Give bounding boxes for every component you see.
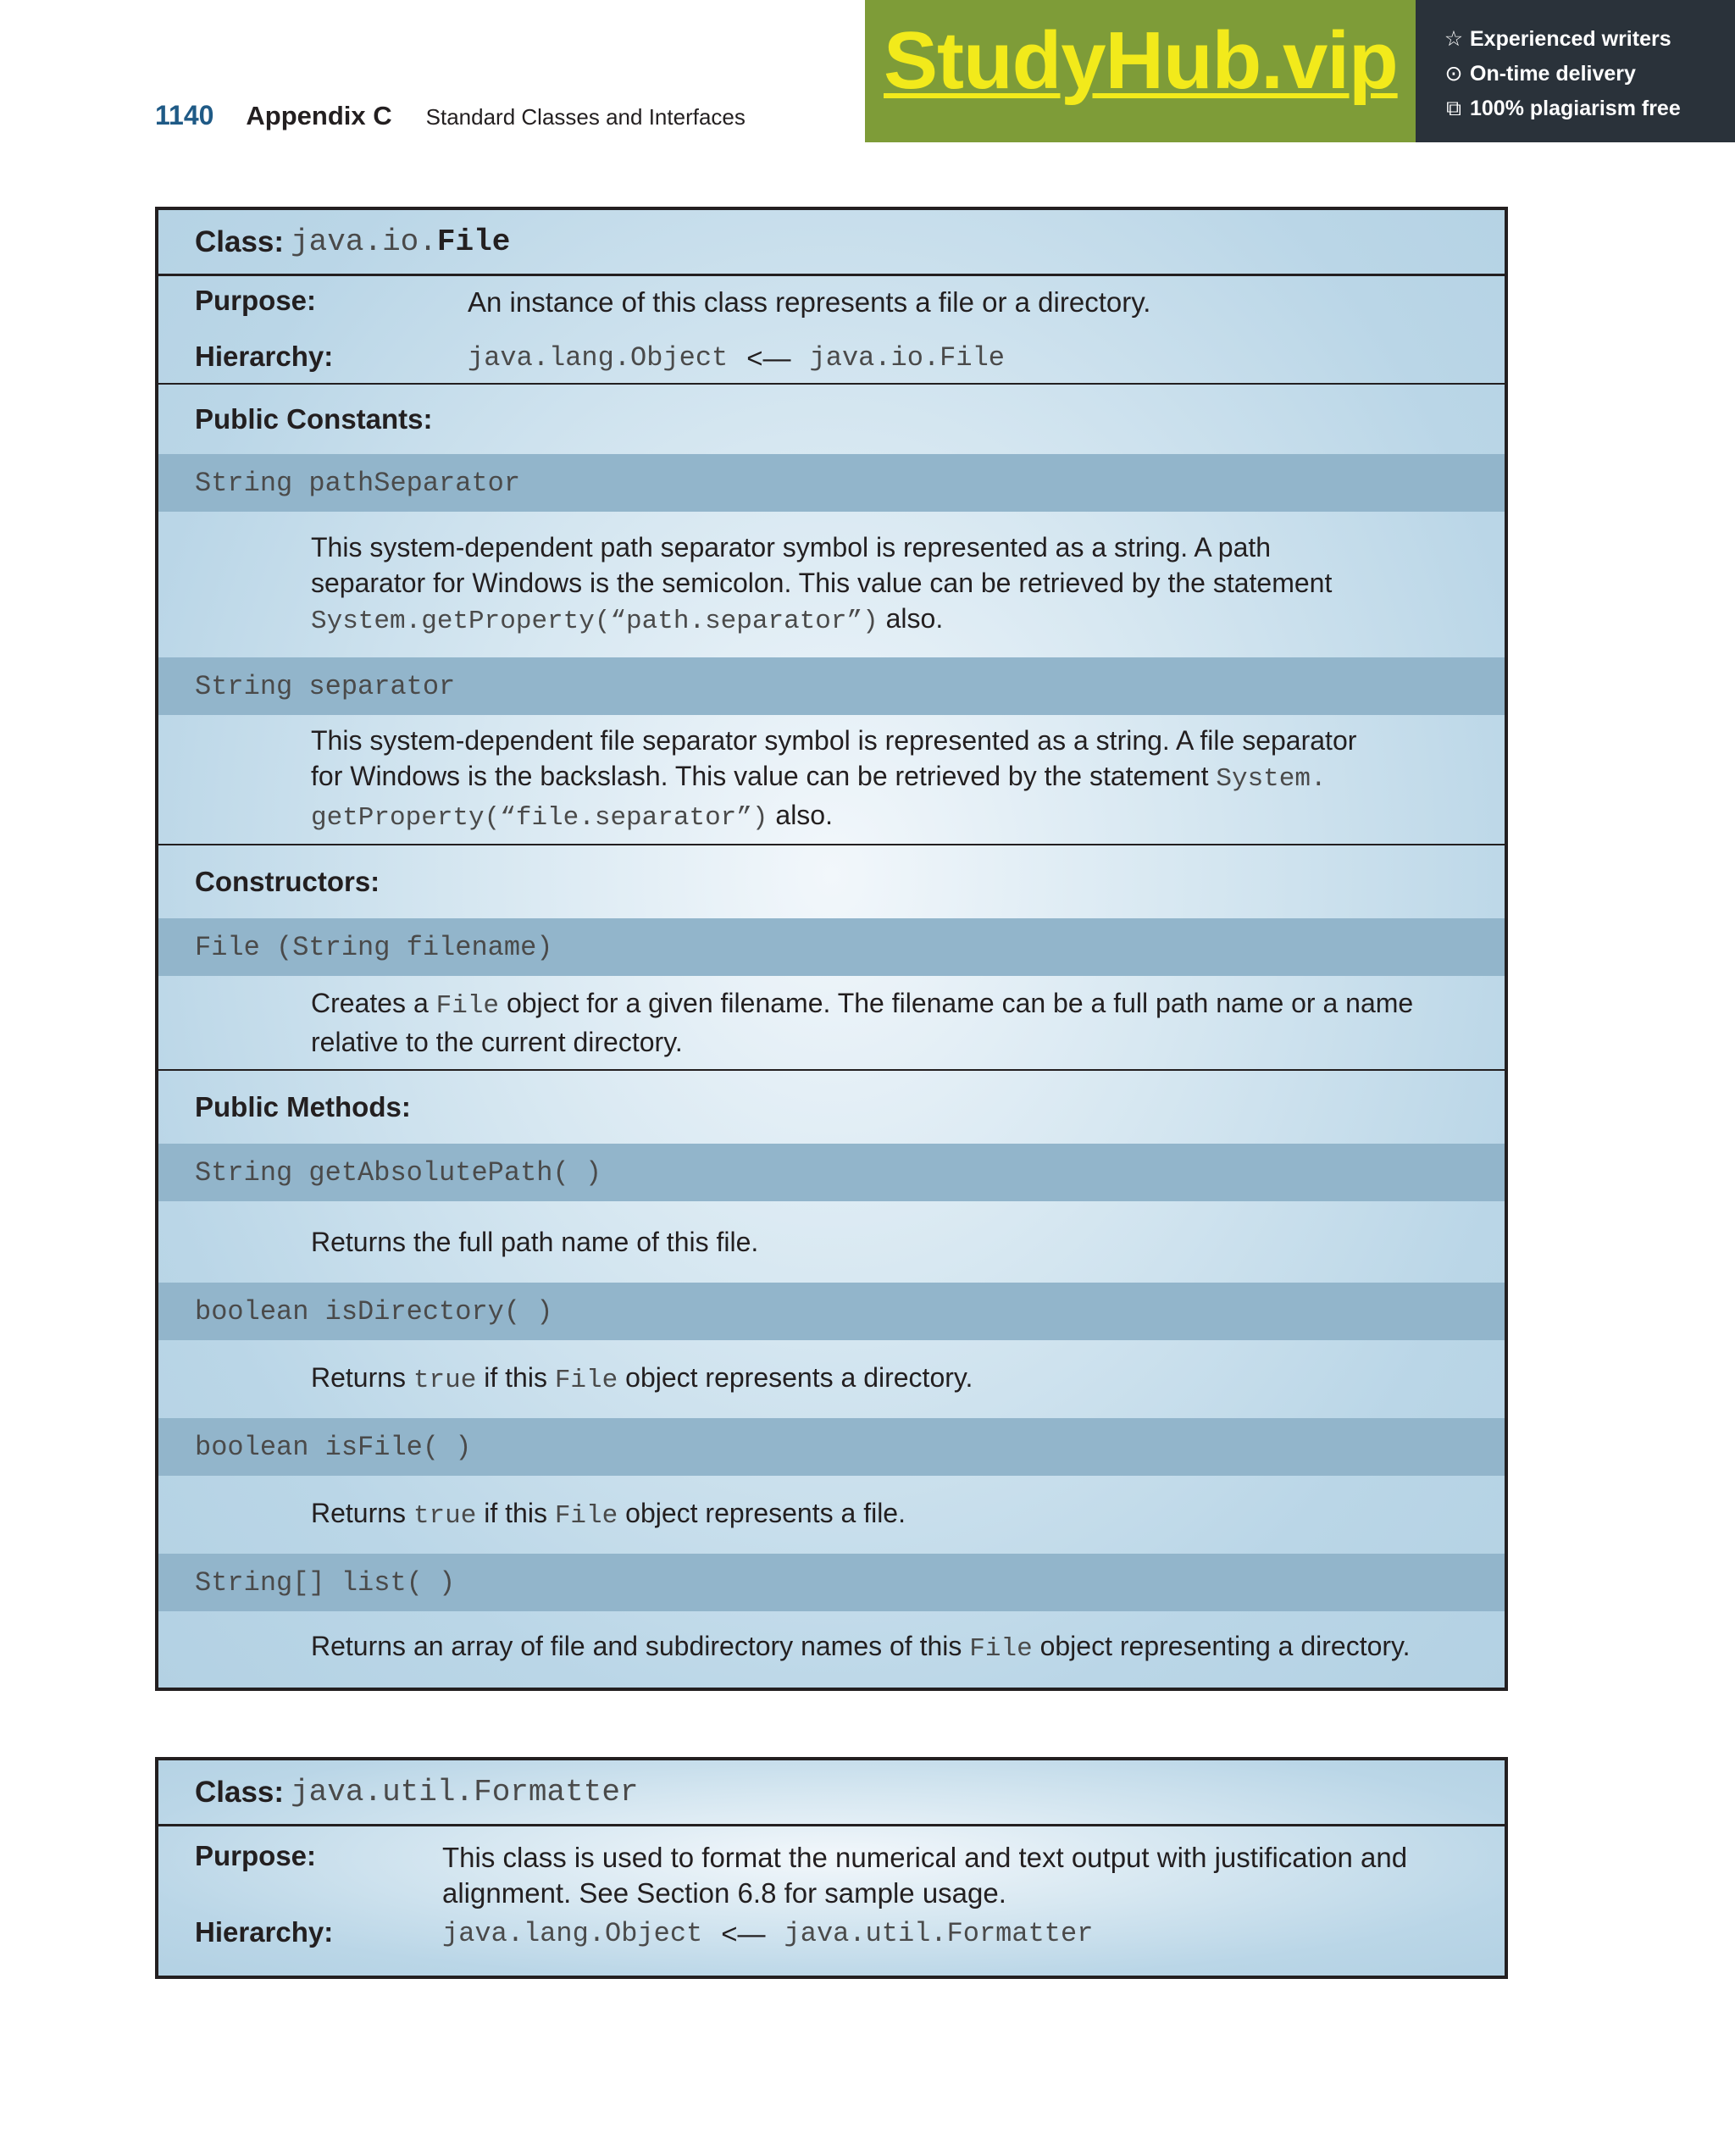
file-class-box	[155, 207, 1508, 1691]
method-signature: String getAbsolutePath( )	[158, 1144, 1505, 1201]
purpose-row	[158, 1826, 1505, 1911]
method-signature: String[] list( )	[158, 1554, 1505, 1611]
method-description: Returns an array of file and subdirectory names of this File object representing a directory.	[311, 1631, 1411, 1664]
class-label: Class:	[195, 1775, 285, 1809]
hierarchy-label: Hierarchy:	[195, 341, 334, 372]
constant-signature: String pathSeparator	[158, 454, 1505, 512]
method-description: Returns true if this File object represents a file.	[311, 1498, 906, 1531]
constant-description: This system-dependent path separator symbol is represented as a string. A path separator for Windows is the semicolon. This value can be retrieved by the statement System.getProperty(“path.separator”) also.	[311, 532, 1333, 636]
class-name: java.util.Formatter	[291, 1775, 639, 1810]
constant-description: This system-dependent file separator symbol is represented as a string. A file separator for Windows is the backslash. This value can be retrieved by the statement System. getProperty(“file.separator”) also.	[311, 725, 1357, 833]
class-label: Class:	[195, 224, 285, 258]
hierarchy-child: java.io.File	[809, 342, 1005, 374]
hierarchy-child: java.util.Formatter	[784, 1918, 1094, 1949]
hierarchy-parent: java.lang.Object	[442, 1918, 703, 1949]
hierarchy-arrow: <—	[721, 1918, 766, 1949]
method-signature: boolean isDirectory( )	[158, 1283, 1505, 1340]
hierarchy-row	[158, 329, 1505, 383]
method-description: Returns true if this File object represents a directory.	[311, 1362, 973, 1395]
purpose-label: Purpose:	[195, 1840, 317, 1871]
clock-icon: ⊙	[1444, 62, 1463, 86]
ad-feature-item: ⊙ On-time delivery	[1443, 57, 1681, 91]
constructor-description: Creates a File object for a given filename. The filename can be a full path name or a name relative to the current directory.	[311, 988, 1414, 1057]
method-signature: boolean isFile( )	[158, 1418, 1505, 1476]
hierarchy-row	[158, 1911, 1505, 1952]
studyhub-logo[interactable]: StudyHub.vip	[884, 15, 1398, 106]
constructor-signature: File (String filename)	[158, 918, 1505, 976]
public-constants-heading: Public Constants:	[195, 403, 433, 435]
ad-feature-item: ☆ Experienced writers	[1443, 22, 1681, 57]
page-header	[155, 100, 746, 142]
section-title: Standard Classes and Interfaces	[425, 104, 746, 130]
copy-icon: ⧉	[1446, 97, 1461, 120]
formatter-class-box	[155, 1757, 1508, 1979]
class-header	[158, 210, 1505, 276]
hierarchy-arrow: <—	[746, 342, 791, 374]
purpose-text: An instance of this class represents a file or a directory.	[468, 286, 1151, 318]
purpose-text: This class is used to format the numerical and text output with justification and alignment. See Section 6.8 for sample usage.	[442, 1842, 1408, 1909]
class-header	[158, 1760, 1505, 1826]
purpose-label: Purpose:	[195, 285, 317, 316]
hierarchy-label: Hierarchy:	[195, 1916, 334, 1948]
page-number: 1140	[155, 100, 214, 130]
ad-banner[interactable]	[865, 0, 1735, 142]
method-description: Returns the full path name of this file.	[311, 1227, 759, 1257]
constructors-heading: Constructors:	[195, 866, 380, 897]
public-methods-heading: Public Methods:	[195, 1091, 411, 1122]
ad-feature-item: ⧉ 100% plagiarism free	[1443, 91, 1681, 126]
constant-signature: String separator	[158, 657, 1505, 715]
star-icon: ☆	[1444, 27, 1464, 51]
ad-feature-list	[1443, 22, 1681, 126]
hierarchy-parent: java.lang.Object	[468, 342, 729, 374]
appendix-label: Appendix C	[246, 101, 392, 130]
purpose-row	[158, 276, 1505, 329]
class-name: java.io.File	[291, 224, 511, 259]
